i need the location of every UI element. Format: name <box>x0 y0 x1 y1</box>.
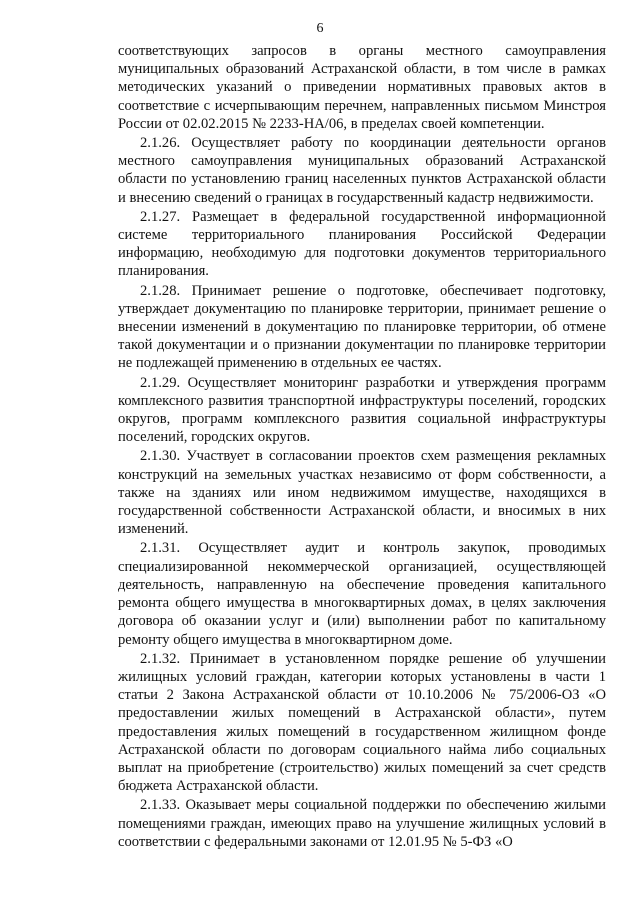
document-body <box>118 42 606 851</box>
paragraph-2-1-30: 2.1.30. Участвует в согласовании проектов схем размещения рекламных конструкций на земельных участках независимо от форм собственности, а также на зданиях или ином недвижимом имуществе, находящихся в государственной собственности Астраханской области, и вносимых в них изменений. <box>118 448 606 538</box>
paragraph-2-1-31: 2.1.31. Осуществляет аудит и контроль закупок, проводимых специализированной некоммерческой организацией, осуществляющей деятельность, направленную на обеспечение проведения капитального ремонта общего имущества в многоквартирных домах, в целях заключения договора об оказании услуг и (или) выполнении работ по капитальному ремонту общего имущества в многоквартирном доме. <box>118 540 606 648</box>
paragraph-continuation: соответствующих запросов в органы местного самоуправления муниципальных образований Астраханской области, в том числе в рамках методических указаний о приведении нормативных правовых актов в соответствие с исчерпывающим перечнем, направленных письмом Минстроя России от 02.02.2015 № 2233-НА/06, в пределах своей компетенции. <box>118 43 606 132</box>
page-number: 6 <box>316 21 324 36</box>
paragraph-2-1-28: 2.1.28. Принимает решение о подготовке, обеспечивает подготовку, утверждает документацию по планировке территории, принимает решение о внесении изменений в документацию по планировке территории, об отмене такой документации и о признании документации по планировке территории не подлежащей применению в отдельных ее частях. <box>118 282 606 372</box>
paragraph-2-1-29: 2.1.29. Осуществляет мониторинг разработки и утверждения программ комплексного развития транспортной инфраструктуры поселений, городских округов, программ комплексного развития социальной инфраструктуры поселений, городских округов. <box>118 374 606 446</box>
paragraph-2-1-32: 2.1.32. Принимает в установленном порядке решение об улучшении жилищных условий граждан, категории которых установлены в части 1 статьи 2 Закона Астраханской области от 10.10.2006 № 75/2006-ОЗ «О предоставлении жилых помещений в Астраханской области», путем предоставления жилых помещений в государственном жилищном фонде Астраханской области по договорам социального найма либо социальных выплат на приобретение (строительство) жилых помещений за счет средств бюджета Астраханской области. <box>118 650 606 795</box>
paragraph-2-1-26: 2.1.26. Осуществляет работу по координации деятельности органов местного самоуправления муниципальных образований Астраханской области по установлению границ населенных пунктов Астраханской области и внесению сведений о границах в государственный кадастр недвижимости. <box>118 135 606 206</box>
paragraph-2-1-33: 2.1.33. Оказывает меры социальной поддержки по обеспечению жилыми помещениями граждан, имеющих право на улучшение жилищных условий в соответствии с федеральными законами от 12.01.95 № 5-ФЗ «О <box>118 797 606 850</box>
paragraph-2-1-27: 2.1.27. Размещает в федеральной государственной информационной системе территориального планирования Российской Федерации информацию, необходимую для подготовки документов территориального планирования. <box>118 208 606 280</box>
